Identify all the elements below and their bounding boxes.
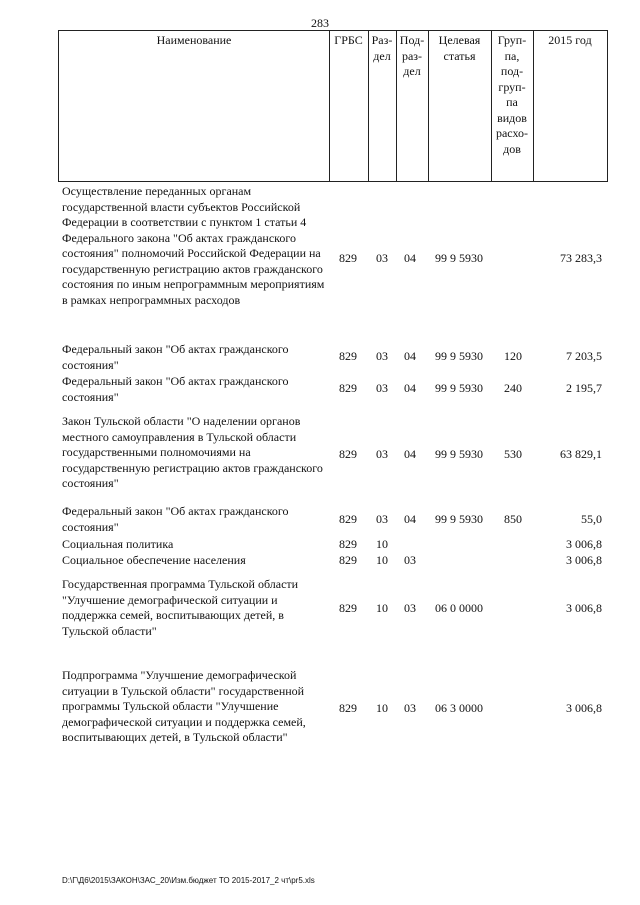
row-podrazdel: 04 xyxy=(404,512,416,526)
row-amount: 3 006,8 xyxy=(566,537,602,551)
row-target: 99 9 5930 xyxy=(435,447,483,461)
row-razdel: 10 xyxy=(376,537,388,551)
row-target: 99 9 5930 xyxy=(435,512,483,526)
header-target: Целевая статья xyxy=(438,33,481,63)
row-razdel: 03 xyxy=(376,349,388,363)
row-amount: 7 203,5 xyxy=(566,349,602,363)
row-amount: 3 006,8 xyxy=(566,553,602,567)
row-group: 850 xyxy=(504,512,522,526)
row-target: 06 0 0000 xyxy=(435,601,483,615)
row-razdel: 10 xyxy=(376,601,388,615)
column-divider xyxy=(329,31,330,181)
row-grbs: 829 xyxy=(339,349,357,363)
row-name: Закон Тульской области "О наделении органов местного самоуправления в Тульской области государственными полномочиями на государственную регистрацию актов гражданского состояния" xyxy=(62,414,323,490)
row-grbs: 829 xyxy=(339,381,357,395)
row-target: 99 9 5930 xyxy=(435,349,483,363)
row-amount: 3 006,8 xyxy=(566,601,602,615)
header-year: 2015 год xyxy=(548,33,592,47)
row-amount: 73 283,3 xyxy=(560,251,602,265)
header-podrazdel: Под- раз- дел xyxy=(399,33,425,78)
row-razdel: 03 xyxy=(376,447,388,461)
row-name: Федеральный закон "Об актах гражданского состояния" xyxy=(62,342,289,372)
row-podrazdel: 04 xyxy=(404,349,416,363)
row-razdel: 10 xyxy=(376,701,388,715)
row-name: Федеральный закон "Об актах гражданского состояния" xyxy=(62,374,289,404)
row-target: 99 9 5930 xyxy=(435,251,483,265)
header-grbs: ГРБС xyxy=(334,33,363,47)
header-name: Наименование xyxy=(156,33,232,47)
row-name: Социальная политика xyxy=(62,537,174,551)
row-grbs: 829 xyxy=(339,447,357,461)
row-amount: 63 829,1 xyxy=(560,447,602,461)
row-group: 530 xyxy=(504,447,522,461)
page-number: 283 xyxy=(311,16,329,30)
header-group: Груп- па, под- груп- па видов расхо- дов xyxy=(495,33,529,156)
row-podrazdel: 03 xyxy=(404,701,416,715)
header-razdel: Раз- дел xyxy=(371,33,393,63)
row-grbs: 829 xyxy=(339,601,357,615)
file-path-footer: D:\Г\Д6\2015\ЗАКОН\ЗАС_20\Изм.бюджет ТО 2015-2017_2 чт\pr5.xls xyxy=(62,876,315,885)
row-target: 06 3 0000 xyxy=(435,701,483,715)
row-amount: 3 006,8 xyxy=(566,701,602,715)
row-grbs: 829 xyxy=(339,553,357,567)
row-razdel: 03 xyxy=(376,381,388,395)
column-divider xyxy=(533,31,534,181)
row-name: Осуществление переданных органам государственной власти субъектов Российской Федерации в соответствии с пунктом 1 статьи 4 Федерального закона "Об актах гражданского состояния" полномочий Российской Федерации на государственную регистрацию актов гражданского состояния по иным непрограммным мероприятиям в рамках непрограммных расходов xyxy=(62,184,325,307)
row-grbs: 829 xyxy=(339,512,357,526)
row-name: Федеральный закон "Об актах гражданского состояния" xyxy=(62,504,289,534)
row-amount: 2 195,7 xyxy=(566,381,602,395)
row-podrazdel: 04 xyxy=(404,447,416,461)
row-razdel: 03 xyxy=(376,512,388,526)
row-target: 99 9 5930 xyxy=(435,381,483,395)
row-razdel: 03 xyxy=(376,251,388,265)
row-group: 240 xyxy=(504,381,522,395)
row-name: Социальное обеспечение населения xyxy=(62,553,246,567)
row-podrazdel: 03 xyxy=(404,553,416,567)
row-podrazdel: 04 xyxy=(404,251,416,265)
row-podrazdel: 04 xyxy=(404,381,416,395)
row-amount: 55,0 xyxy=(581,512,602,526)
row-grbs: 829 xyxy=(339,701,357,715)
row-grbs: 829 xyxy=(339,537,357,551)
row-podrazdel: 03 xyxy=(404,601,416,615)
table-header xyxy=(58,30,608,182)
row-name: Подпрограмма "Улучшение демографической ситуации в Тульской области" государственной программы Тульской области "Улучшение демографической ситуации и поддержка семей, воспитывающих детей, в Тульской области" xyxy=(62,668,306,744)
row-name: Государственная программа Тульской области "Улучшение демографической ситуации и поддержка семей, воспитывающих детей, в Тульской области" xyxy=(62,577,299,638)
row-razdel: 10 xyxy=(376,553,388,567)
row-grbs: 829 xyxy=(339,251,357,265)
row-group: 120 xyxy=(504,349,522,363)
